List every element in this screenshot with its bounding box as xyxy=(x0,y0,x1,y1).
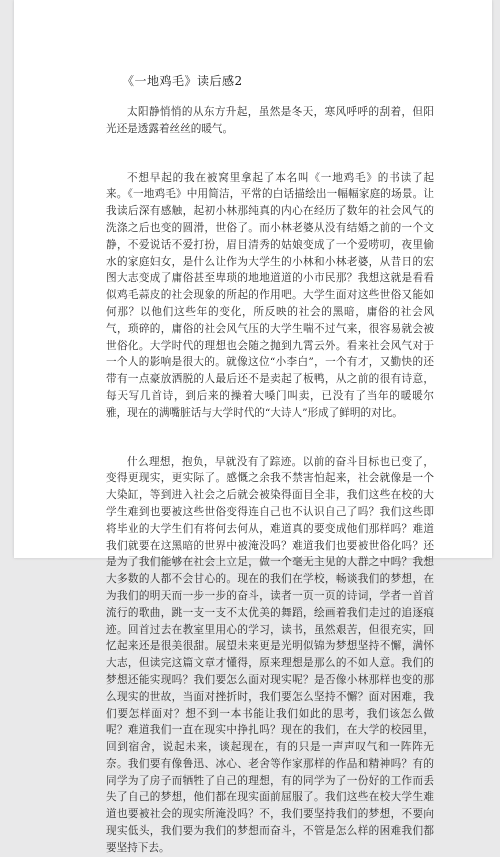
document-page xyxy=(14,0,492,854)
paragraph-1: 太阳静悄悄的从东方升起，虽然是冬天，寒风呼呼的刮着，但阳光还是透露着丝丝的暖气。 xyxy=(106,106,434,135)
document-body xyxy=(106,104,434,857)
paragraph-2: 不想早起的我在被窝里拿起了本名叫《一地鸡毛》的书读了起来。《一地鸡毛》中用简洁，平常的白话描绘出一幅幅家庭的场景。让我读后深有感触，起初小林那纯真的内心在经历了数年的社会风气的洗涤之后也变的圆滑，世俗了。而小林老婆从没有结婚之前的一个文静，不爱说话不爱打扮，眉目清秀的姑娘变成了一个爱唠叨，夜里偷水的家庭妇女，是什么让作为大学生的小林和小林老婆，从昔日的宏图大志变成了庸俗甚至卑琐的地地道道的小市民那？我想这就是看看似鸡毛蒜皮的社会现象的所起的作用吧。大学生面对这些世俗又能如何那？以他们这些年的变化，所反映的社会的黑暗，庸俗的社会风气，琐碎的，庸俗的社会风气压的大学生喘不过气来，很容易就会被世俗化。大学时代的理想也会随之抛到九霄云外。看来社会风气对于一个人的影响是很大的。就像这位“小李白”，一个有才，又勤快的还带有一点豪放洒脱的人最后还不是卖起了板鸭，从之前的很有诗意，每天写几首诗，到后来的操着大嗓门叫卖，已没有了当年的暖暖尔雅，现在的满嘴脏话与大学时代的“大诗人”形成了鲜明的对比。 xyxy=(106,171,434,419)
paragraph-3: 什么理想，抱负，早就没有了踪迹。以前的奋斗目标也已变了，变得更现实，更实际了。感慨之余我不禁害怕起来，社会就像是一个大染缸，等到进入社会之后就会被染得面目全非，我们这些在校的大学生难到也要被这些世俗变得连自己也不认识自己了吗？我们这些即将毕业的大学生们有将何去何从，难道真的要变成他们那样吗？难道我们就要在这黑暗的世界中被淹没吗？难道我们也要被世俗化吗？还是为了我们能够在社会上立足，做一个毫无主见的人群之中吗？我想大多数的人都不会甘心的。现在的我们在学校，畅谈我们的梦想，在为我们的明天而一步一步的奋斗，读者一页一页的诗词，学者一首首流行的歌曲，跳一支一支不太优美的舞蹈，绘画着我们走过的追逐痕迹。回首过去在教室里用心的学习，读书，虽然艰苦，但很充实，回忆起来还是很美很甜。展望未来更是光明似锦为梦想坚持不懈，满怀大志，但读完这篇文章才懂得，原来理想是那么的不如人意。我们的梦想还能实现吗？我们要怎么面对现实呢？是否像小林那样也变的那么现实的世故，当面对挫折时，我们要怎么坚持不懈？面对困难，我们要怎样面对？想不到一本书能让我们如此的思考，我们该怎么做呢？难道我们一直在现实中挣扎吗？现在的我们，在大学的校园里，回到宿舍，说起未来，谈起现在，有的只是一声声叹气和一阵阵无奈。我们要有像鲁迅、冰心、老舍等作家那样的作品和精神吗？有的同学为了房子而牺牲了自己的理想，有的同学为了一份好的工作而丢失了自己的梦想，他们都在现实面前屈服了。我们这些在校大学生难道也要被社会的现实所淹没吗？不，我们要坚持我们的梦想，不要向现实低头，我们要为我们的梦想而奋斗，不管是怎么样的困难我们都要坚持下去。 xyxy=(106,455,434,854)
document-title: 《一地鸡毛》读后感2 xyxy=(122,74,243,88)
